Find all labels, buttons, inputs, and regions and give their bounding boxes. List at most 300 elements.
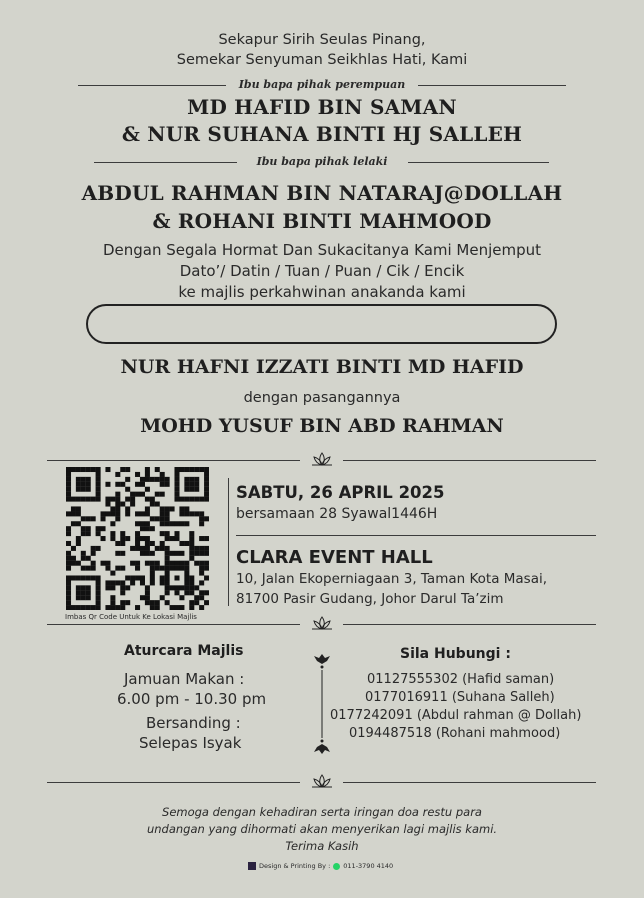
qr-module xyxy=(189,551,194,556)
qr-module xyxy=(204,492,209,497)
qr-module xyxy=(174,467,179,472)
qr-module xyxy=(96,580,101,585)
qr-module xyxy=(125,477,130,482)
qr-module xyxy=(115,497,120,502)
qr-module xyxy=(194,595,199,600)
qr-module xyxy=(81,551,86,556)
qr-module xyxy=(76,595,81,600)
qr-module xyxy=(179,521,184,526)
whatsapp-icon xyxy=(333,863,340,870)
qr-module xyxy=(81,526,86,531)
footer-credit-text: Design & Printing By : xyxy=(259,862,331,870)
groom-name: MOHD YUSUF BIN ABD RAHMAN xyxy=(140,415,504,437)
qr-module xyxy=(199,566,204,571)
qr-module xyxy=(81,531,86,536)
invitation-line-2: Dato’/ Datin / Tuan / Puan / Cik / Encik xyxy=(179,262,465,280)
qr-module xyxy=(184,566,189,571)
qr-module xyxy=(184,561,189,566)
qr-module xyxy=(174,497,179,502)
designer-logo-icon xyxy=(248,862,256,870)
qr-module xyxy=(71,521,76,526)
qr-module xyxy=(81,487,86,492)
qr-module xyxy=(140,526,145,531)
qr-module xyxy=(71,556,76,561)
qr-module xyxy=(125,575,130,580)
qr-module xyxy=(165,575,170,580)
qr-module xyxy=(189,467,194,472)
qr-module xyxy=(150,561,155,566)
qr-module xyxy=(125,511,130,516)
qr-module xyxy=(91,566,96,571)
qr-module xyxy=(101,516,106,521)
qr-module xyxy=(179,595,184,600)
qr-module xyxy=(120,541,125,546)
qr-module xyxy=(66,575,71,580)
qr-module xyxy=(199,521,204,526)
qr-module xyxy=(179,566,184,571)
qr-module xyxy=(71,605,76,610)
qr-module xyxy=(155,477,160,482)
qr-module xyxy=(120,566,125,571)
qr-module xyxy=(115,580,120,585)
qr-module xyxy=(189,511,194,516)
qr-module xyxy=(135,605,140,610)
qr-module xyxy=(115,516,120,521)
qr-module xyxy=(81,585,86,590)
contact-3[interactable]: 0177242091 (Abdul rahman @ Dollah) xyxy=(330,708,582,723)
qr-module xyxy=(145,506,150,511)
schedule-item-2-time: Selepas Isyak xyxy=(139,734,242,752)
qr-module xyxy=(76,506,81,511)
qr-module xyxy=(115,506,120,511)
qr-module xyxy=(115,472,120,477)
qr-module xyxy=(174,531,179,536)
qr-module xyxy=(140,482,145,487)
qr-module xyxy=(110,595,115,600)
qr-module xyxy=(81,605,86,610)
guest-name-box xyxy=(86,304,557,344)
qr-module xyxy=(204,482,209,487)
qr-module xyxy=(86,467,91,472)
closing-line-3: Terima Kasih xyxy=(285,839,359,853)
qr-module xyxy=(81,467,86,472)
qr-module xyxy=(110,536,115,541)
qr-module xyxy=(155,467,160,472)
qr-module xyxy=(165,566,170,571)
qr-module xyxy=(160,595,165,600)
qr-module xyxy=(184,580,189,585)
qr-module xyxy=(145,541,150,546)
qr-module xyxy=(125,467,130,472)
qr-module xyxy=(105,561,110,566)
qr-module xyxy=(150,605,155,610)
qr-module xyxy=(155,600,160,605)
qr-module xyxy=(120,585,125,590)
contact-2[interactable]: 0177016911 (Suhana Salleh) xyxy=(365,690,555,705)
qr-module xyxy=(66,551,71,556)
qr-module xyxy=(165,482,170,487)
qr-module xyxy=(170,566,175,571)
qr-module xyxy=(189,497,194,502)
qr-module xyxy=(115,502,120,507)
qr-module xyxy=(96,600,101,605)
qr-module xyxy=(194,482,199,487)
qr-module xyxy=(86,605,91,610)
qr-module xyxy=(76,521,81,526)
qr-module xyxy=(120,605,125,610)
qr-module xyxy=(184,511,189,516)
qr-module xyxy=(179,551,184,556)
qr-module xyxy=(184,477,189,482)
qr-module xyxy=(130,502,135,507)
qr-module xyxy=(204,487,209,492)
qr-module xyxy=(150,502,155,507)
qr-module xyxy=(189,605,194,610)
qr-module xyxy=(189,482,194,487)
event-date: SABTU, 26 APRIL 2025 xyxy=(236,483,445,502)
qr-module xyxy=(160,531,165,536)
qr-module xyxy=(96,595,101,600)
qr-module xyxy=(170,551,175,556)
qr-module xyxy=(179,561,184,566)
qr-module xyxy=(86,575,91,580)
qr-module xyxy=(115,511,120,516)
qr-module xyxy=(160,477,165,482)
divider-right xyxy=(343,782,596,783)
qr-module xyxy=(110,585,115,590)
lotus-icon xyxy=(311,451,333,467)
location-qr-code[interactable] xyxy=(66,467,209,610)
qr-module xyxy=(91,551,96,556)
qr-module xyxy=(101,561,106,566)
qr-module xyxy=(184,585,189,590)
qr-module xyxy=(66,492,71,497)
invitation-line-1: Dengan Segala Hormat Dan Sukacitanya Kami Menjemput xyxy=(102,241,542,259)
qr-module xyxy=(150,477,155,482)
divider-left xyxy=(47,782,300,783)
qr-module xyxy=(174,551,179,556)
qr-module xyxy=(170,561,175,566)
qr-module xyxy=(71,561,76,566)
qr-module xyxy=(105,502,110,507)
qr-module xyxy=(199,551,204,556)
qr-module xyxy=(135,561,140,566)
contact-4[interactable]: 0194487518 (Rohani mahmood) xyxy=(349,726,561,741)
qr-module xyxy=(66,511,71,516)
qr-module xyxy=(130,580,135,585)
qr-module xyxy=(66,531,71,536)
qr-module xyxy=(120,531,125,536)
qr-module xyxy=(110,531,115,536)
couple-connector: dengan pasangannya xyxy=(243,390,401,406)
qr-module xyxy=(145,477,150,482)
qr-module xyxy=(150,526,155,531)
qr-module xyxy=(160,541,165,546)
qr-module xyxy=(199,580,204,585)
qr-module xyxy=(160,575,165,580)
qr-module xyxy=(165,600,170,605)
qr-module xyxy=(179,605,184,610)
qr-module xyxy=(86,590,91,595)
closing-line-2: undangan yang dihormati akan menyerikan lagi majlis kami. xyxy=(146,822,498,836)
qr-module xyxy=(150,566,155,571)
qr-module xyxy=(96,497,101,502)
qr-module xyxy=(76,575,81,580)
qr-module xyxy=(199,467,204,472)
qr-module xyxy=(110,580,115,585)
qr-module xyxy=(120,536,125,541)
intro-line-1: Sekapur Sirih Seulas Pinang, xyxy=(218,32,426,48)
qr-module xyxy=(66,605,71,610)
qr-module xyxy=(105,566,110,571)
qr-module xyxy=(86,497,91,502)
qr-module xyxy=(135,536,140,541)
qr-module xyxy=(120,551,125,556)
divider-left xyxy=(47,624,300,625)
qr-module xyxy=(81,497,86,502)
qr-module xyxy=(145,521,150,526)
qr-module xyxy=(140,511,145,516)
qr-module xyxy=(66,487,71,492)
qr-module xyxy=(145,497,150,502)
qr-module xyxy=(110,521,115,526)
qr-module xyxy=(145,526,150,531)
qr-module xyxy=(86,531,91,536)
qr-module xyxy=(179,467,184,472)
bride-father-name: MD HAFID BIN SAMAN xyxy=(187,95,457,119)
qr-module xyxy=(96,585,101,590)
qr-module xyxy=(96,605,101,610)
qr-module xyxy=(145,487,150,492)
qr-module xyxy=(204,590,209,595)
qr-module xyxy=(204,575,209,580)
qr-module xyxy=(76,541,81,546)
venue-address-1: 10, Jalan Ekoperniagaan 3, Taman Kota Masai, xyxy=(236,571,548,587)
qr-module xyxy=(189,487,194,492)
ornament-divider xyxy=(310,652,334,756)
qr-module xyxy=(184,506,189,511)
qr-module xyxy=(135,566,140,571)
qr-module xyxy=(189,536,194,541)
qr-module xyxy=(115,492,120,497)
qr-module xyxy=(115,541,120,546)
qr-module xyxy=(140,492,145,497)
qr-module xyxy=(189,477,194,482)
qr-module xyxy=(194,467,199,472)
footer-phone[interactable]: 011-3790 4140 xyxy=(343,862,394,870)
qr-module xyxy=(194,477,199,482)
groom-parents-label: Ibu bapa pihak lelaki xyxy=(256,155,388,168)
qr-module xyxy=(125,600,130,605)
qr-module xyxy=(91,575,96,580)
qr-module xyxy=(66,595,71,600)
contact-1[interactable]: 01127555302 (Hafid saman) xyxy=(367,672,555,687)
qr-module xyxy=(91,546,96,551)
qr-module xyxy=(189,580,194,585)
qr-module xyxy=(184,521,189,526)
qr-module xyxy=(174,536,179,541)
qr-module xyxy=(66,580,71,585)
qr-module xyxy=(110,571,115,576)
qr-module xyxy=(140,521,145,526)
qr-module xyxy=(96,575,101,580)
qr-module xyxy=(174,482,179,487)
qr-module xyxy=(91,605,96,610)
qr-module xyxy=(184,575,189,580)
qr-module xyxy=(125,536,130,541)
qr-module xyxy=(179,511,184,516)
qr-module xyxy=(155,502,160,507)
vertical-divider xyxy=(228,478,229,606)
qr-module xyxy=(81,566,86,571)
qr-module xyxy=(76,467,81,472)
qr-module xyxy=(115,605,120,610)
qr-module xyxy=(91,561,96,566)
qr-module xyxy=(91,516,96,521)
qr-module xyxy=(204,497,209,502)
qr-module xyxy=(105,497,110,502)
qr-module xyxy=(199,571,204,576)
venue-name: CLARA EVENT HALL xyxy=(236,547,433,568)
qr-module xyxy=(150,580,155,585)
qr-module xyxy=(189,546,194,551)
qr-module xyxy=(170,536,175,541)
qr-module xyxy=(81,482,86,487)
qr-module xyxy=(120,590,125,595)
qr-module xyxy=(86,487,91,492)
qr-module xyxy=(81,595,86,600)
qr-module xyxy=(96,546,101,551)
qr-module xyxy=(199,590,204,595)
qr-module xyxy=(165,556,170,561)
qr-module xyxy=(110,506,115,511)
qr-module xyxy=(145,551,150,556)
qr-module xyxy=(184,482,189,487)
qr-module xyxy=(115,551,120,556)
qr-module xyxy=(145,595,150,600)
qr-module xyxy=(105,511,110,516)
qr-module xyxy=(140,580,145,585)
qr-module xyxy=(179,506,184,511)
qr-module xyxy=(184,497,189,502)
qr-module xyxy=(110,600,115,605)
qr-module xyxy=(66,566,71,571)
qr-module xyxy=(135,541,140,546)
qr-module xyxy=(150,497,155,502)
qr-module xyxy=(86,516,91,521)
qr-module xyxy=(135,531,140,536)
qr-module xyxy=(130,492,135,497)
qr-module xyxy=(160,482,165,487)
qr-module xyxy=(66,541,71,546)
qr-module xyxy=(170,506,175,511)
qr-module xyxy=(76,590,81,595)
qr-module xyxy=(86,566,91,571)
qr-module xyxy=(165,590,170,595)
qr-module xyxy=(204,477,209,482)
bride-mother-name: & NUR SUHANA BINTI HJ SALLEH xyxy=(121,122,523,146)
qr-module xyxy=(110,605,115,610)
qr-module xyxy=(165,536,170,541)
qr-module xyxy=(199,511,204,516)
qr-module xyxy=(160,521,165,526)
qr-module xyxy=(165,546,170,551)
lotus-icon xyxy=(311,773,333,789)
qr-module xyxy=(160,516,165,521)
qr-module xyxy=(96,472,101,477)
qr-module xyxy=(204,536,209,541)
qr-module xyxy=(125,497,130,502)
qr-module xyxy=(174,566,179,571)
qr-module xyxy=(174,477,179,482)
qr-module xyxy=(189,531,194,536)
qr-module xyxy=(76,605,81,610)
qr-module xyxy=(204,472,209,477)
qr-module xyxy=(66,477,71,482)
qr-module xyxy=(174,575,179,580)
qr-module xyxy=(170,521,175,526)
qr-module xyxy=(66,497,71,502)
qr-module xyxy=(165,580,170,585)
qr-module xyxy=(145,546,150,551)
qr-module xyxy=(125,487,130,492)
qr-module xyxy=(174,590,179,595)
qr-module xyxy=(204,561,209,566)
intro-line-2: Semekar Senyuman Seikhlas Hati, Kami xyxy=(176,52,468,68)
qr-module xyxy=(135,482,140,487)
qr-module xyxy=(130,546,135,551)
qr-module xyxy=(76,477,81,482)
qr-module xyxy=(170,585,175,590)
qr-module xyxy=(140,551,145,556)
qr-module xyxy=(120,580,125,585)
qr-module xyxy=(110,497,115,502)
qr-module xyxy=(115,482,120,487)
qr-module xyxy=(145,467,150,472)
qr-module xyxy=(76,536,81,541)
qr-module xyxy=(71,575,76,580)
qr-module xyxy=(81,590,86,595)
qr-module xyxy=(115,566,120,571)
bride-name: NUR HAFNI IZZATI BINTI MD HAFID xyxy=(120,356,524,378)
qr-module xyxy=(155,516,160,521)
qr-module xyxy=(86,585,91,590)
qr-module xyxy=(155,492,160,497)
qr-module xyxy=(86,595,91,600)
qr-module xyxy=(76,487,81,492)
qr-module xyxy=(204,551,209,556)
schedule-item-2-label: Bersanding : xyxy=(146,714,241,732)
qr-module xyxy=(155,546,160,551)
qr-module xyxy=(165,511,170,516)
qr-module xyxy=(155,566,160,571)
qr-module xyxy=(145,590,150,595)
bride-parents-label: Ibu bapa pihak perempuan xyxy=(238,78,406,91)
qr-module xyxy=(184,571,189,576)
qr-module xyxy=(105,580,110,585)
qr-module xyxy=(120,600,125,605)
qr-module xyxy=(150,551,155,556)
qr-module xyxy=(174,605,179,610)
qr-module xyxy=(194,546,199,551)
qr-module xyxy=(145,472,150,477)
qr-module xyxy=(66,590,71,595)
qr-module xyxy=(135,511,140,516)
qr-module xyxy=(165,516,170,521)
qr-module xyxy=(125,585,130,590)
qr-module xyxy=(135,575,140,580)
qr-module xyxy=(130,561,135,566)
